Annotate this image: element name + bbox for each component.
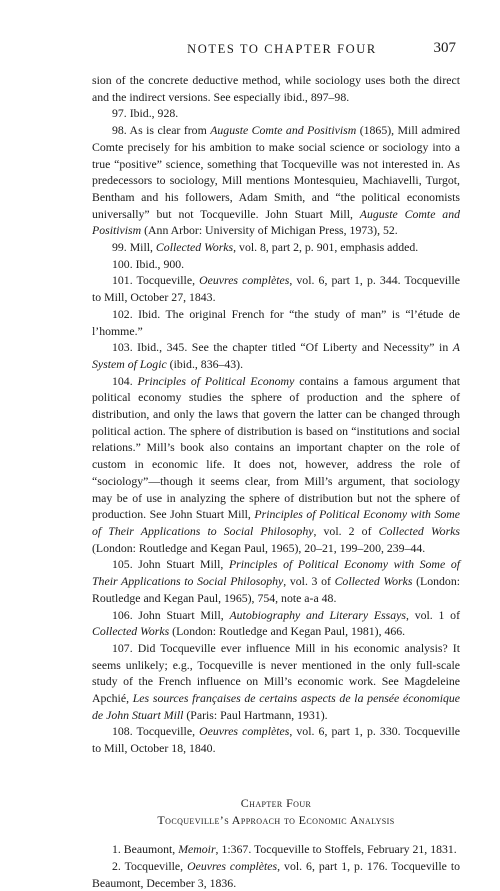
note-102: 102. Ibid. The original French for “the study of man” is “l’étude de l’homme.” bbox=[92, 306, 460, 338]
note-100: 100. Ibid., 900. bbox=[112, 256, 185, 271]
note-101: 101. Tocqueville, Oeuvres complètes, vol. 6, part 1, p. 344. Tocqueville to Mill, October 27, 1843. bbox=[92, 273, 461, 305]
note-107: 107. Did Tocqueville ever influence Mill in his economic analysis? It seems unlikely; e.g., Tocqueville is never mentioned in the only full-scale study of the French influence on Mill’s economic work. See Magdeleine Apchié, Les sources françaises de certains aspects de la pensée économique de John Stuart Mill (Paris: Paul Hartmann, 1931). bbox=[92, 640, 460, 722]
note-104: 104. Principles of Political Economy contains a famous argument that political economy studies the sphere of production and the sphere of distribution, and only the laws that govern the latter can be changed through political action. The sphere of distribution is based on “institutions and social relations.” Mill’s book also contains an important chapter on the role of custom in economic life. It does not, however, address the role of “sociology”—though it seems clear, from Mill’s argument, that sociology may be of use in analyzing the sphere of distribution but not the sphere of production. See John Stuart Mill, Principles of Political Economy with Some of Their Applications to Social Philosophy, vol. 2 of Collected Works (London: Routledge and Kegan Paul, 1965), 20–21, 199–200, 239–44. bbox=[92, 373, 461, 555]
notes-body bbox=[92, 72, 460, 891]
note-98: 98. As is clear from Auguste Comte and Positivism (1865), Mill admired Comte precisely for his ambition to make social science or sociology into a true “positive” science, something that Tocqueville was not interested in. As predecessors to sociology, Mill mentions Montesquieu, Machiavelli, Turgot, Bentham and his followers, Adam Smith, and “the political economists universally” but not Tocqueville. John Stuart Mill, Auguste Comte and Positivism (Ann Arbor: University of Michigan Press, 1973), 52. bbox=[92, 123, 460, 238]
running-head: NOTES TO CHAPTER FOUR bbox=[187, 42, 377, 56]
note-108: 108. Tocqueville, Oeuvres complètes, vol. 6, part 1, p. 330. Tocqueville to Mill, October 18, 1840. bbox=[92, 724, 461, 756]
note-continuation: sion of the concrete deductive method, while sociology uses both the direct and the indirect versions. See especially ibid., 897–98. bbox=[92, 73, 460, 104]
note-105: 105. John Stuart Mill, Principles of Political Economy with Some of Their Applications to Social Philosophy, vol. 3 of Collected Works (London: Routledge and Kegan Paul, 1965), 754, note a-a 48. bbox=[92, 557, 461, 605]
chapter-label: Chapter Four bbox=[240, 795, 312, 810]
page-header bbox=[92, 40, 460, 60]
note-103: 103. Ibid., 345. See the chapter titled “Of Liberty and Necessity” in A System of Logic (ibid., 836–43). bbox=[92, 340, 460, 371]
chapter-heading bbox=[92, 795, 460, 828]
note-1: 1. Beaumont, Memoir, 1:367. Tocqueville to Stoffels, February 21, 1831. bbox=[112, 842, 457, 857]
page-number: 307 bbox=[433, 40, 456, 56]
note-99: 99. Mill, Collected Works, vol. 8, part 2, p. 901, emphasis added. bbox=[112, 240, 419, 255]
chapter-title: Tocqueville’s Approach to Economic Analysis bbox=[157, 812, 395, 827]
note-97: 97. Ibid., 928. bbox=[112, 106, 179, 121]
note-2: 2. Tocqueville, Oeuvres complètes, vol. 6, part 1, p. 176. Tocqueville to Beaumont, December 3, 1836. bbox=[92, 858, 460, 890]
note-106: 106. John Stuart Mill, Autobiography and Literary Essays, vol. 1 of Collected Works (London: Routledge and Kegan Paul, 1981), 466. bbox=[92, 607, 460, 639]
